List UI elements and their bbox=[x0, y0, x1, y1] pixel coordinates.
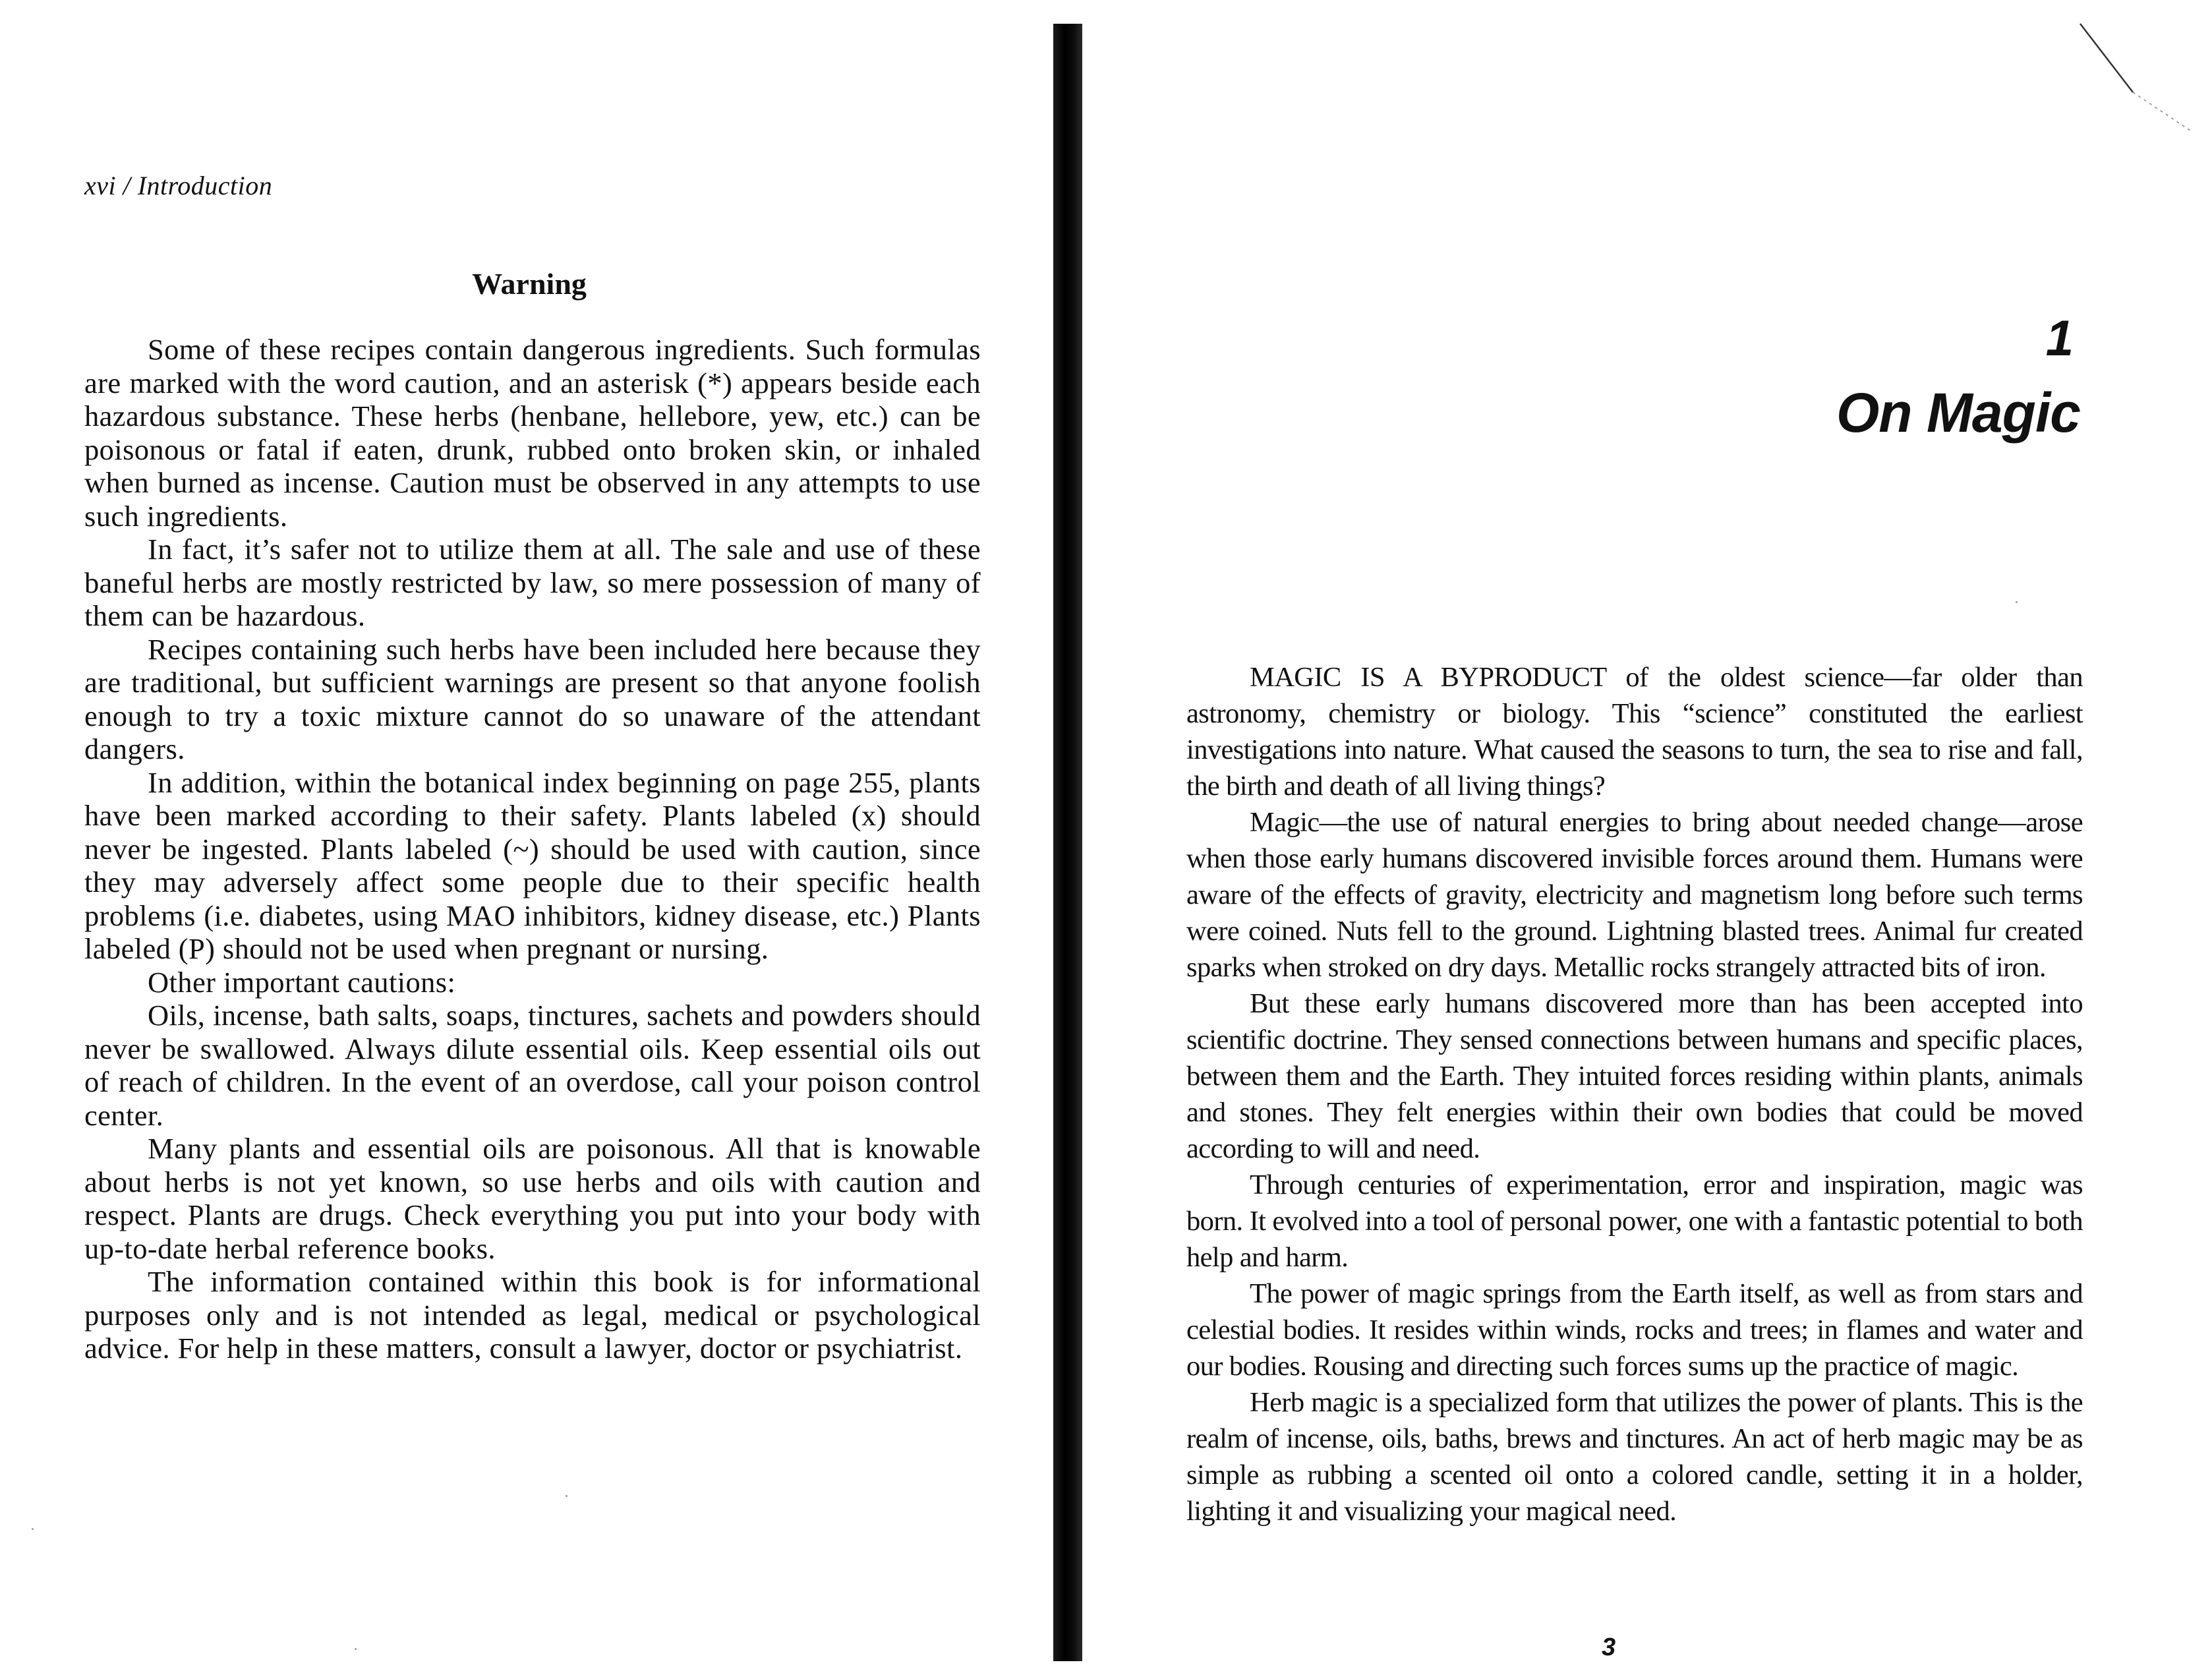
right-page bbox=[1081, 0, 2212, 1677]
scan-speck bbox=[32, 1528, 34, 1530]
paragraph: Through centuries of experimentation, error and inspiration, magic was born. It evolved into a tool of personal power, one with a fantastic potential to both help and harm. bbox=[1186, 1169, 2083, 1273]
chapter-title: On Magic bbox=[1836, 382, 2080, 444]
paragraph: Magic—the use of natural energies to bring about needed change—arose when those early humans discovered invisible forces around them. Humans were aware of the effects of gravity, electricity and magnetism long before such terms were coined. Nuts fell to the ground. Lightning blasted trees. Animal fur created sparks when stroked on dry days. Metallic rocks strangely attracted bits of iron. bbox=[1186, 807, 2083, 983]
paragraph: In fact, it’s safer not to utilize them at all. The sale and use of these baneful herbs are mostly restricted by law, so mere possession of many of them can be hazardous. bbox=[84, 533, 981, 632]
scan-corner-mark bbox=[2067, 0, 2212, 145]
chapter-number: 1 bbox=[2045, 310, 2074, 367]
scan-speck bbox=[355, 1648, 357, 1650]
paragraph: In addition, within the botanical index beginning on page 255, plants have been marked according to their safety. Plants labeled (x) should never be ingested. Plants labeled (~) should be used with caution, since they may adversely affect some people due to their specific health problems (i.e. diabetes, using MAO inhibitors, kidney disease, etc.) Plants labeled (P) should not be used when pregnant or nursing. bbox=[84, 765, 981, 965]
paragraph: Other important cautions: bbox=[148, 965, 456, 999]
paragraph: Herb magic is a specialized form that utilizes the power of plants. This is the realm of incense, oils, baths, brews and tinctures. An act of herb magic may be as simple as rubbing a scented oil onto a colored candle, setting it in a holder, lighting it and visualizing your magical need. bbox=[1186, 1387, 2083, 1527]
paragraph: Some of these recipes contain dangerous ingredients. Such formulas are marked with the word caution, and an asterisk (*) appears beside each hazardous substance. These herbs (henbane, hellebore, yew, etc.) can be poisonous or fatal if eaten, drunk, rubbed onto broken skin, or inhaled when burned as incense. Caution must be observed in any attempts to use such ingredients. bbox=[84, 333, 981, 533]
paragraph: The power of magic springs from the Earth itself, as well as from stars and celestial bodies. It resides within winds, rocks and trees; in flames and water and our bodies. Rousing and directing such forces sums up the practice of magic. bbox=[1186, 1278, 2083, 1382]
left-page bbox=[0, 0, 1055, 1677]
scan-speck bbox=[2016, 601, 2018, 603]
warning-body bbox=[84, 333, 981, 1365]
page-number: 3 bbox=[1602, 1633, 1616, 1661]
running-head: xvi / Introduction bbox=[84, 171, 273, 200]
scan-speck bbox=[566, 1495, 568, 1497]
paragraph: Many plants and essential oils are poisonous. All that is knowable about herbs is not yet known, so use herbs and oils with caution and respect. Plants are drugs. Check everything you put into your body with up-to-date herbal reference books. bbox=[84, 1132, 981, 1265]
book-gutter-shadow bbox=[1053, 24, 1082, 1661]
paragraph: MAGIC IS A BYPRODUCT of the oldest science—far older than astronomy, chemistry or biology. This “science” constituted the earliest investigations into nature. What caused the seasons to turn, the sea to rise and fall, the birth and death of all living things? bbox=[1186, 662, 2083, 802]
paragraph: Oils, incense, bath salts, soaps, tinctures, sachets and powders should never be swallowed. Always dilute essential oils. Keep essential oils out of reach of children. In the event of an overdose, call your poison control center. bbox=[84, 999, 981, 1132]
warning-heading: Warning bbox=[472, 267, 587, 301]
paragraph: Recipes containing such herbs have been included here because they are traditional, but sufficient warnings are present so that anyone foolish enough to try a toxic mixture cannot do so unaware of the attendant dangers. bbox=[84, 632, 981, 765]
chapter-body bbox=[1186, 659, 2083, 1529]
paragraph: But these early humans discovered more than has been accepted into scientific doctrine. They sensed connections between humans and specific places, between them and the Earth. They intuited forces residing within plants, animals and stones. They felt energies within their own bodies that could be moved according to will and need. bbox=[1186, 988, 2083, 1164]
paragraph: The information contained within this book is for informational purposes only and is not intended as legal, medical or psychological advice. For help in these matters, consult a lawyer, doctor or psychiatrist. bbox=[84, 1265, 981, 1365]
